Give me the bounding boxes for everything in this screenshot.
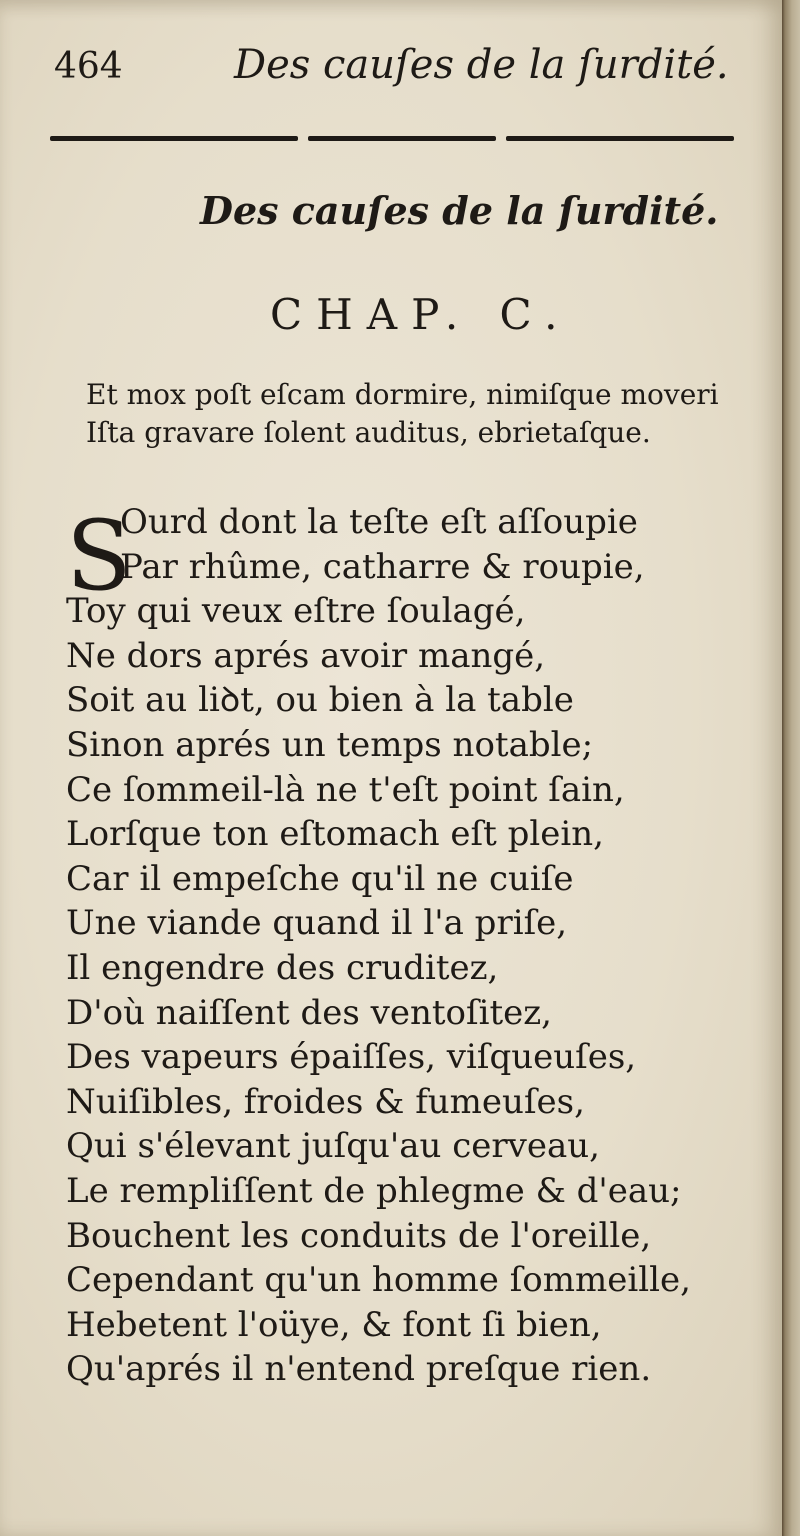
- rule-segment: [308, 136, 496, 141]
- verse-line: Ne dors aprés avoir mangé,: [66, 635, 546, 676]
- verse-line: Il engendre des cruditez,: [66, 948, 499, 988]
- verse-line: Qu'aprés il n'entend preſque rien.: [66, 1349, 652, 1390]
- verse-line: Sinon aprés un temps notable;: [66, 725, 594, 765]
- rule-segment: [50, 136, 298, 141]
- verse-line: Hebetent l'oüye, & font ſi bien,: [66, 1304, 602, 1345]
- verse-line: Cependant qu'un homme ſommeille,: [66, 1260, 691, 1301]
- verse-line: Qui s'élevant juſqu'au cerveau,: [66, 1126, 600, 1167]
- rule-segment: [506, 136, 734, 141]
- epigraph-line: Et mox poſt eſcam dormire, nimiſque moveri: [86, 378, 719, 411]
- running-title: Des cauſes de la ſurdité.: [234, 42, 729, 88]
- ornamental-rule: [50, 136, 740, 146]
- verse-line: Par rhûme, catharre & roupie,: [120, 546, 645, 587]
- drop-cap: S: [66, 500, 132, 612]
- section-heading: Des cauſes de la ſurdité.: [200, 188, 719, 233]
- verse-line: Le rempliſſent de phlegme & d'eau;: [66, 1171, 682, 1211]
- epigraph-line: Iſta gravare ſolent auditus, ebrietaſque.: [86, 416, 651, 449]
- verse-line: Car il empeſche qu'il ne cuiſe: [66, 858, 574, 899]
- verse-line: Nuiſibles, froides & fumeuſes,: [66, 1081, 585, 1122]
- page-edge: [782, 0, 800, 1536]
- verse-line: Des vapeurs épaiſſes, viſqueuſes,: [66, 1037, 637, 1078]
- latin-epigraph: [86, 376, 776, 452]
- chapter-label: CHAP. C.: [270, 290, 572, 339]
- verse-line: Bouchent les conduits de l'oreille,: [66, 1215, 652, 1256]
- verse-line: Ce ſommeil-là ne t'eſt point ſain,: [66, 769, 625, 810]
- running-head: [46, 40, 746, 100]
- verse-line: D'où naiſſent des ventoſitez,: [66, 992, 552, 1033]
- verse-line: Soit au liꝺt, ou bien à la table: [66, 680, 574, 721]
- verse-line: Ourd dont la teſte eſt aſſoupie: [120, 502, 638, 542]
- page-number: 464: [54, 46, 123, 87]
- verse-line: Lorſque ton eſtomach eſt plein,: [66, 814, 604, 855]
- verse-line: Une viande quand il l'a priſe,: [66, 903, 568, 944]
- verse-line: Toy qui veux eſtre ſoulagé,: [66, 591, 526, 632]
